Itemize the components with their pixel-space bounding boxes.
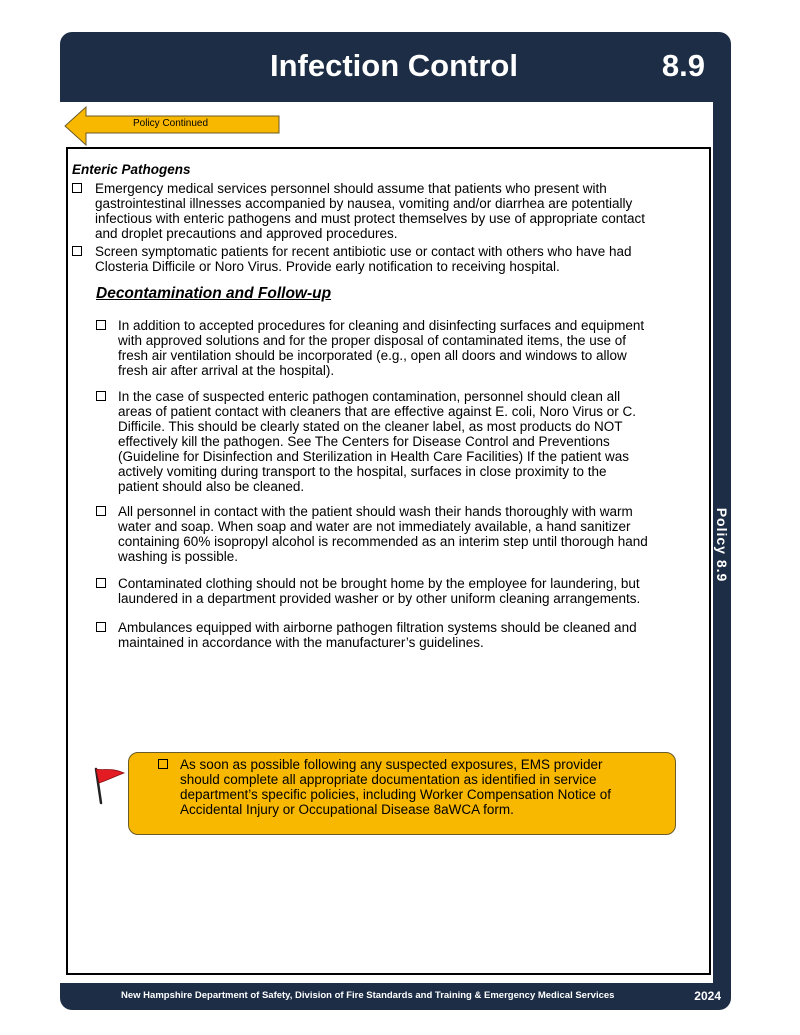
policy-number: 8.9 — [661, 48, 705, 83]
text-line: should complete all appropriate documentation as identified in service — [180, 772, 597, 787]
text-line: Emergency medical services personnel should assume that patients who present with — [95, 181, 607, 196]
text-line: Ambulances equipped with airborne pathogen filtration systems should be cleaned and — [118, 620, 637, 635]
checkbox-icon — [72, 246, 82, 256]
text-line: All personnel in contact with the patient should wash their hands thoroughly with warm — [118, 504, 633, 519]
text-line: Contaminated clothing should not be brought home by the employee for laundering, but — [118, 576, 640, 591]
text-line: In addition to accepted procedures for cleaning and disinfecting surfaces and equipment — [118, 318, 645, 333]
page-title: Infection Control — [270, 48, 518, 83]
checkbox-icon — [96, 320, 106, 330]
page-header — [60, 32, 731, 102]
policy-continued-link[interactable]: Policy Continued — [133, 118, 209, 129]
page-footer — [60, 983, 731, 1010]
section-heading-enteric: Enteric Pathogens — [72, 162, 191, 177]
text-line: department’s specific policies, including Worker Compensation Notice of — [180, 787, 611, 802]
text-line: Closteria Difficile or Noro Virus. Provide early notification to receiving hospital. — [95, 259, 560, 274]
text-line: laundered in a department provided washer or by other uniform cleaning arrangements. — [118, 591, 641, 606]
red-flag-icon — [90, 765, 126, 805]
checkbox-icon — [158, 759, 168, 769]
side-tab-label: Policy 8.9 — [714, 507, 730, 583]
text-line: (Guideline for Disinfection and Sterilization in Health Care Facilities) If the patient was — [118, 449, 629, 464]
text-line: infectious with enteric pathogens and must protect themselves by use of appropriate contact — [95, 211, 646, 226]
checkbox-icon — [72, 183, 82, 193]
checkbox-icon — [96, 506, 106, 516]
text-line: maintained in accordance with the manufacturer’s guidelines. — [118, 635, 484, 650]
checkbox-icon — [96, 578, 106, 588]
text-line: containing 60% isopropyl alcohol is recommended as an interim step until thorough hand — [118, 534, 648, 549]
text-line: actively vomiting during transport to the hospital, surfaces in close proximity to the — [118, 464, 607, 479]
text-line: with approved solutions and for the proper disposal of contaminated items, the use of — [118, 333, 627, 348]
text-line: areas of patient contact with cleaners that are effective against E. coli, Noro Virus or C. — [118, 404, 637, 419]
footer-organization: New Hampshire Department of Safety, Division of Fire Standards and Training & Emergency Medical Services — [121, 990, 615, 1001]
text-line: Difficile. This should be clearly stated on the cleaner label, as most products do NOT — [118, 419, 623, 434]
text-line: Accidental Injury or Occupational Disease 8aWCA form. — [180, 802, 514, 817]
checkbox-icon — [96, 622, 106, 632]
text-line: fresh air after arrival at the hospital). — [118, 363, 335, 378]
footer-year: 2024 — [694, 989, 721, 1003]
text-line: effectively kill the pathogen. See The Centers for Disease Control and Preventions — [118, 434, 610, 449]
text-line: washing is possible. — [118, 549, 239, 564]
text-line: and droplet precautions and approved procedures. — [95, 226, 398, 241]
text-line: As soon as possible following any suspected exposures, EMS provider — [180, 757, 603, 772]
text-line: Screen symptomatic patients for recent antibiotic use or contact with others who have had — [95, 244, 632, 259]
section-heading-decontamination: Decontamination and Follow-up — [96, 285, 332, 302]
text-line: gastrointestinal illnesses accompanied by nausea, vomiting and/or diarrhea are potentially — [95, 196, 633, 211]
text-line: water and soap. When soap and water are not immediately available, a hand sanitizer — [118, 519, 631, 534]
text-line: patient should also be cleaned. — [118, 479, 305, 494]
text-line: In the case of suspected enteric pathogen contamination, personnel should clean all — [118, 389, 621, 404]
checkbox-icon — [96, 391, 106, 401]
text-line: fresh air ventilation should be incorporated (e.g., open all doors and windows to allow — [118, 348, 627, 363]
